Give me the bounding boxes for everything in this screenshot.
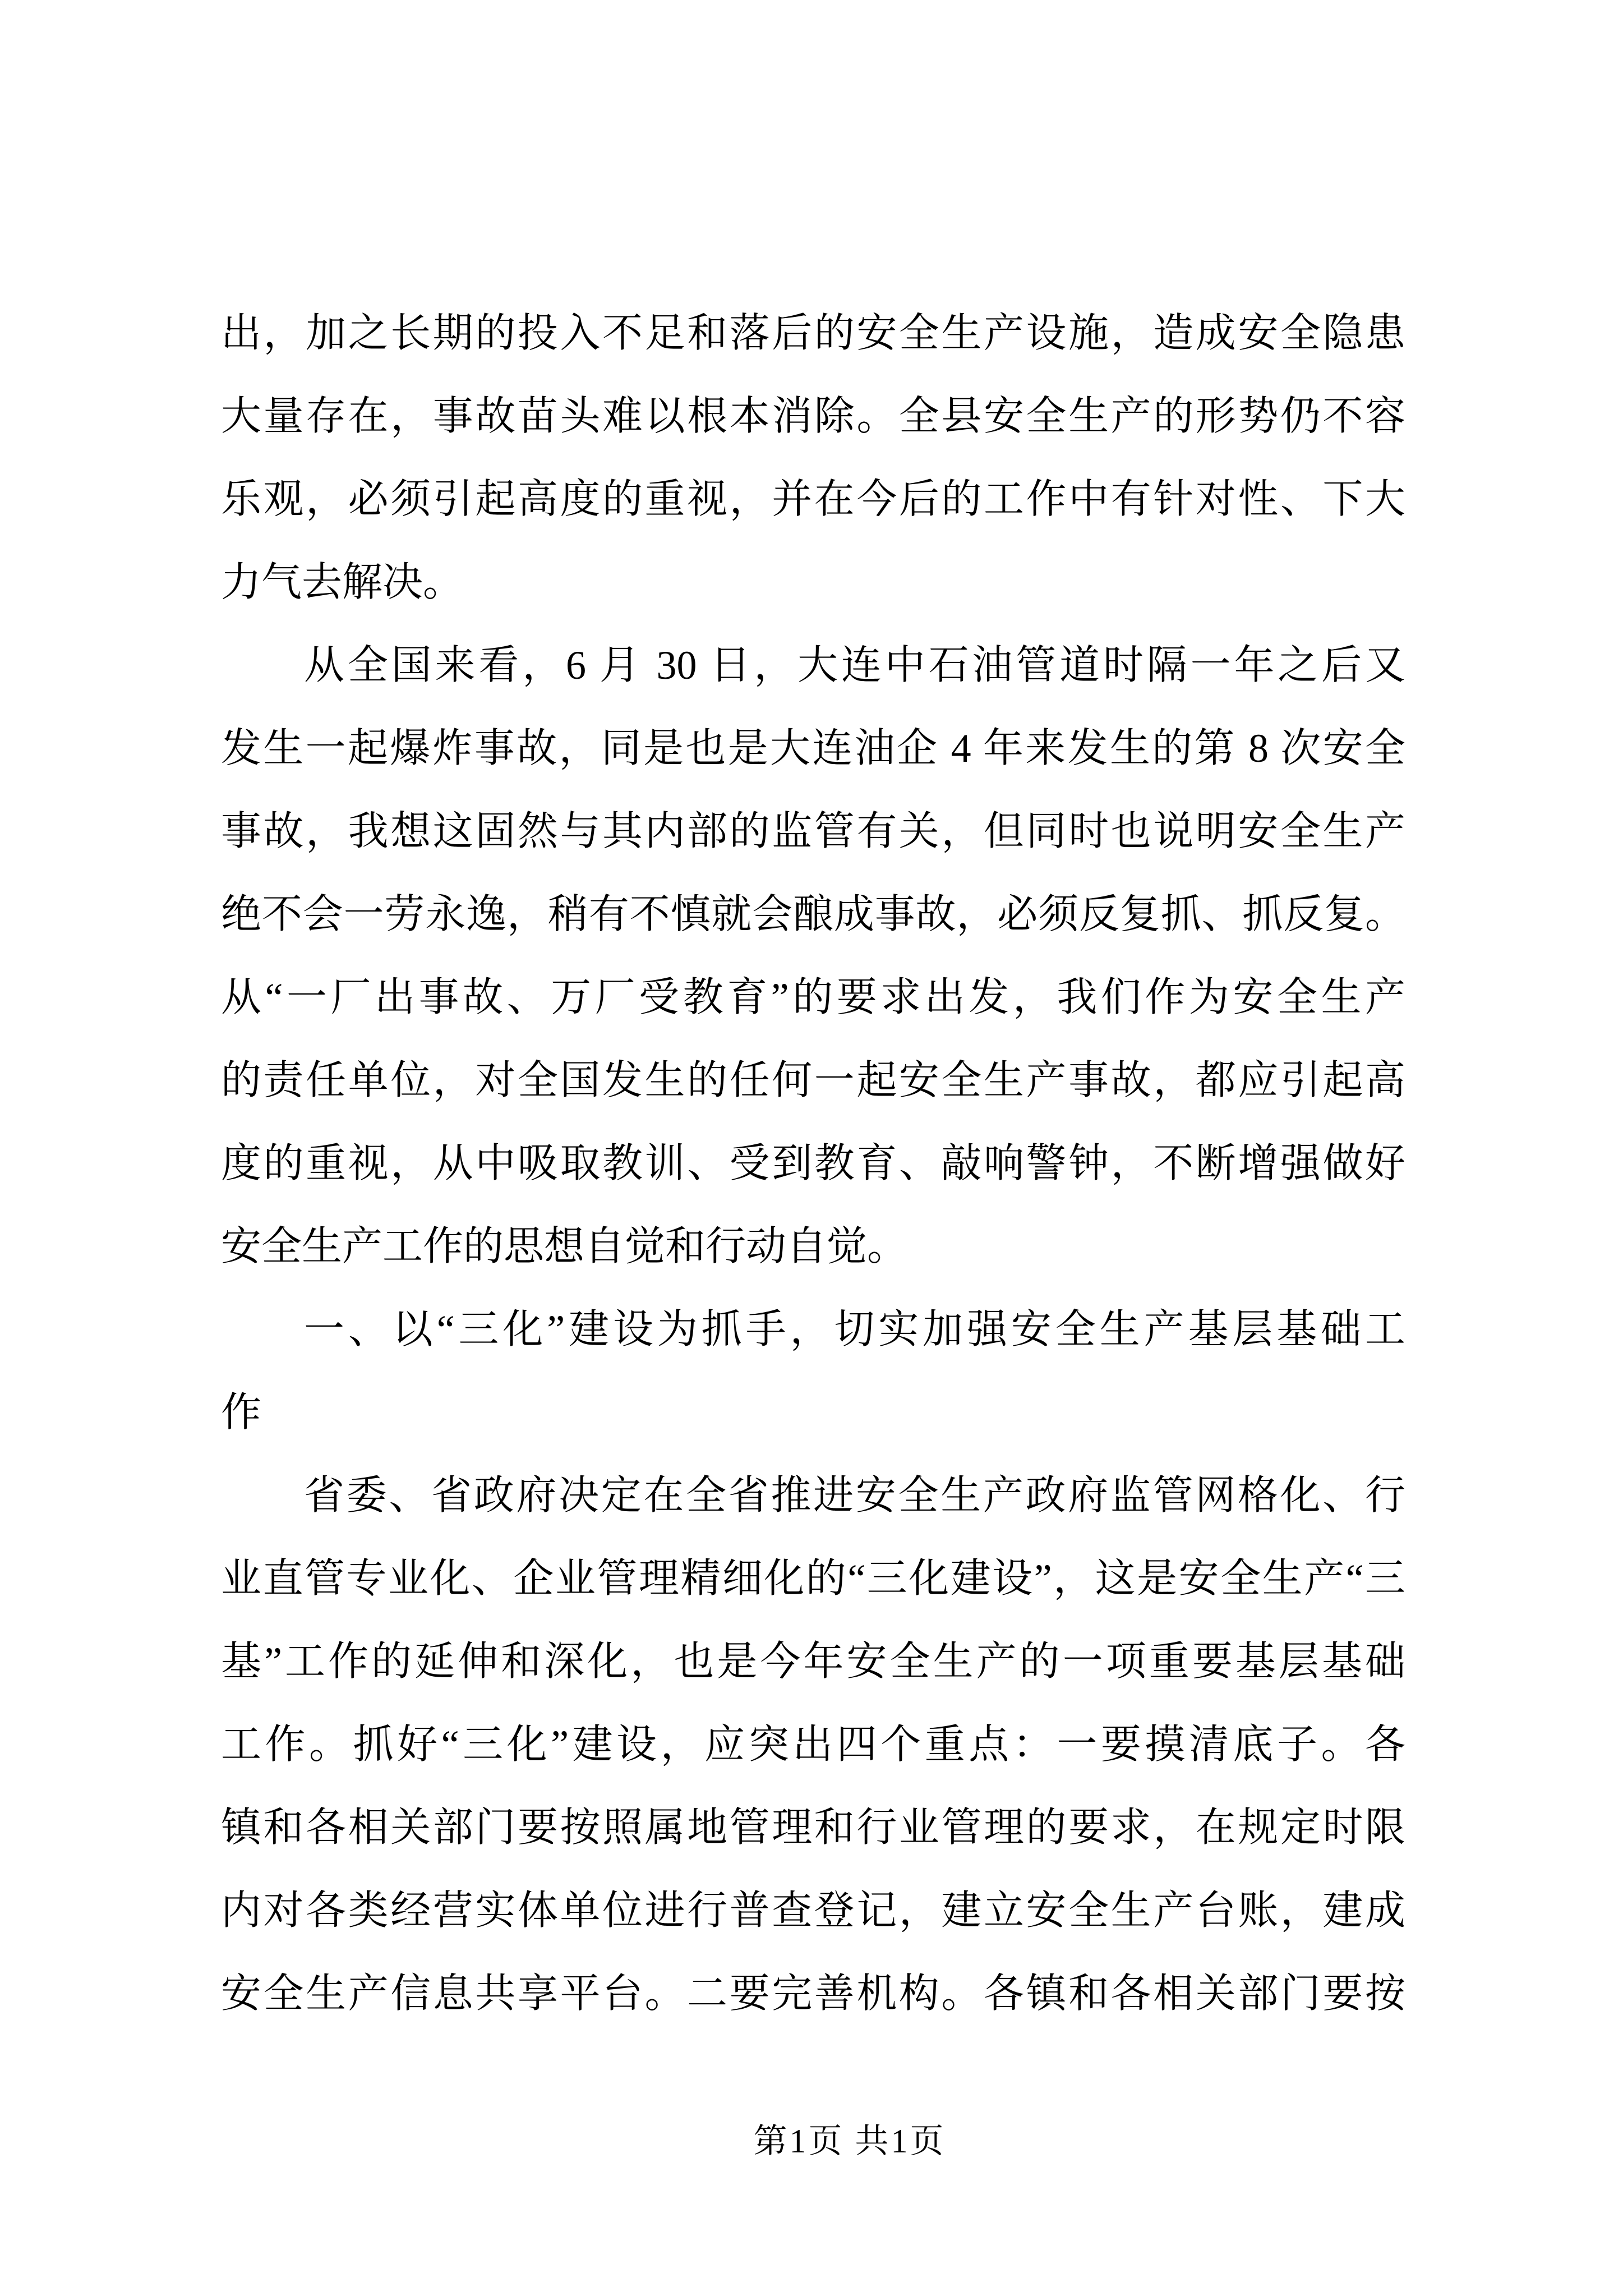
text-line: 内对各类经营实体单位进行普查登记，建立安全生产台账，建成 — [221, 1888, 1405, 1933]
section-heading-line: 作 — [221, 1390, 262, 1435]
section-heading-line: 一、以“三化”建设为抓手，切实加强安全生产基层基础工 — [304, 1307, 1405, 1352]
page-footer — [38, 2116, 1623, 2166]
page-number-label: 第1页 共1页 — [753, 2123, 946, 2160]
text-line: 事故，我想这固然与其内部的监管有关，但同时也说明安全生产 — [221, 809, 1405, 854]
text-line: 基”工作的延伸和深化，也是今年安全生产的一项重要基层基础 — [221, 1639, 1405, 1684]
text-line: 省委、省政府决定在全省推进安全生产政府监管网格化、行 — [304, 1473, 1405, 1518]
document-body — [221, 292, 1405, 2035]
text-line: 安全生产工作的思想自觉和行动自觉。 — [221, 1224, 908, 1269]
text-line: 安全生产信息共享平台。二要完善机构。各镇和各相关部门要按 — [221, 1971, 1405, 2016]
text-line: 绝不会一劳永逸，稍有不慎就会酿成事故，必须反复抓、抓反复。 — [221, 892, 1405, 937]
text-line: 工作。抓好“三化”建设，应突出四个重点：一要摸清底子。各 — [221, 1722, 1405, 1767]
text-line: 发生一起爆炸事故，同是也是大连油企 4 年来发生的第 8 次安全 — [221, 726, 1405, 771]
text-line: 力气去解决。 — [221, 560, 464, 605]
text-line: 从“一厂出事故、万厂受教育”的要求出发，我们作为安全生产 — [221, 975, 1405, 1020]
text-line: 的责任单位，对全国发生的任何一起安全生产事故，都应引起高 — [221, 1058, 1405, 1103]
text-line: 业直管专业化、企业管理精细化的“三化建设”，这是安全生产“三 — [221, 1556, 1405, 1601]
text-line: 大量存在，事故苗头难以根本消除。全县安全生产的形势仍不容 — [221, 394, 1405, 439]
text-line: 从全国来看，6 月 30 日，大连中石油管道时隔一年之后又 — [304, 643, 1405, 688]
text-line: 出，加之长期的投入不足和落后的安全生产设施，造成安全隐患 — [221, 311, 1405, 356]
text-line: 乐观，必须引起高度的重视，并在今后的工作中有针对性、下大 — [221, 477, 1405, 522]
text-line: 镇和各相关部门要按照属地管理和行业管理的要求，在规定时限 — [221, 1805, 1405, 1850]
text-line: 度的重视，从中吸取教训、受到教育、敲响警钟，不断增强做好 — [221, 1141, 1405, 1186]
